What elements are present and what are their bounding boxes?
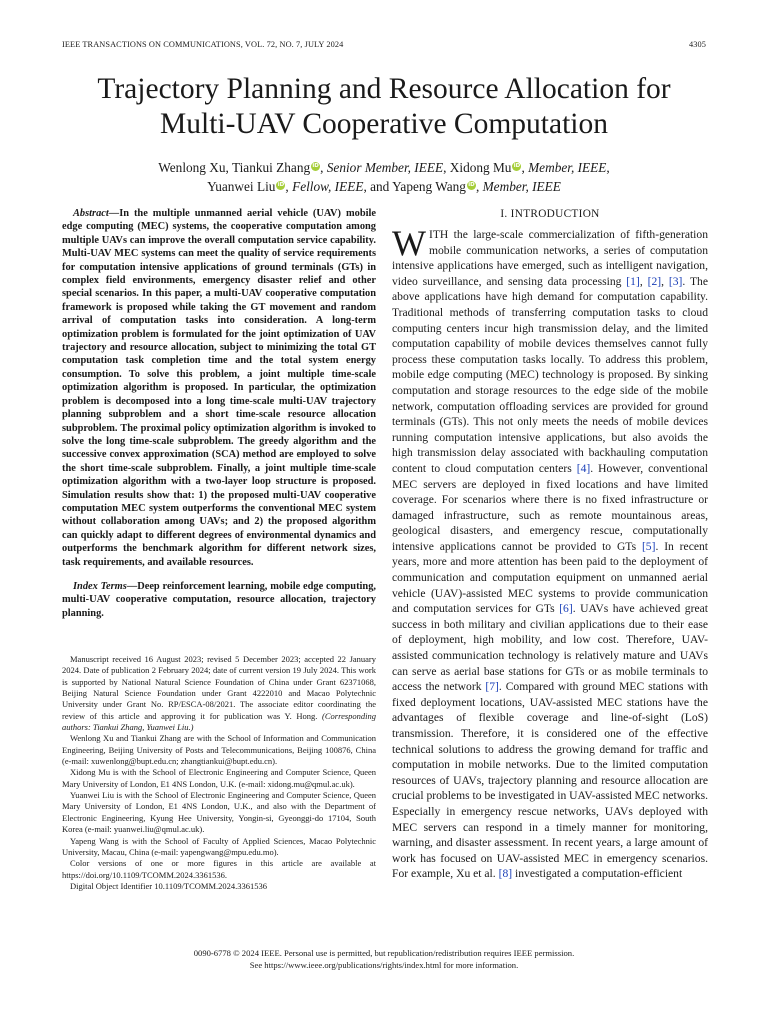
orcid-icon[interactable]: iD bbox=[277, 181, 285, 188]
orcid-icon[interactable]: iD bbox=[468, 181, 475, 188]
orcid-icon[interactable]: iD bbox=[312, 163, 319, 169]
footnote-affiliation-liu: Yuanwei Liu is with the School of Electronic Engineering and Computer Science, Queen Mary University of London, E1 4NS London, U.K., and also with the Department of Electronic Engineering, Kyung Hee University, Yongin-si, Gyeonggi-do 17104, South Korea (e-mail: yuanwei.liu@qmul.ac.uk). bbox=[62, 790, 376, 835]
citation-link[interactable]: [2] bbox=[647, 274, 662, 288]
left-column bbox=[62, 207, 376, 620]
index-terms: Index Terms—Deep reinforcement learning, mobile edge computing, multi-UAV cooperative computation, resource allocation, trajectory planning. bbox=[62, 580, 376, 619]
citation-link[interactable]: [5] bbox=[641, 539, 656, 553]
citation-link[interactable]: [8] bbox=[498, 867, 513, 881]
index-terms-text: Deep reinforcement learning, mobile edge computing, multi-UAV cooperative computation, resource allocation, trajectory planning. bbox=[62, 580, 376, 619]
author-name: Yuanwei Liu bbox=[207, 178, 276, 194]
author-list bbox=[40, 159, 728, 196]
index-terms-label: Index Terms bbox=[73, 580, 127, 592]
page-number: 4305 bbox=[689, 40, 706, 49]
author-line-2: Yuanwei Liu iD, Fellow, IEEE, and Yapeng Wang iD, Member, IEEE bbox=[207, 178, 561, 194]
author-line-1: Wenlong Xu, Tiankui Zhang iD, Senior Member, IEEE, Xidong Mu iD, Member, IEEE, bbox=[158, 160, 610, 175]
copyright-notice bbox=[40, 948, 728, 971]
footnotes bbox=[62, 654, 376, 892]
copyright-line-2: See https://www.ieee.org/publications/rights/index.html for more information. bbox=[249, 959, 519, 970]
citation-link[interactable]: [7] bbox=[485, 680, 499, 694]
running-header bbox=[62, 40, 706, 52]
right-column bbox=[392, 207, 708, 882]
author-names-1: Wenlong Xu, Tiankui Zhang bbox=[158, 160, 311, 175]
footnote-affiliation-wang: Yapeng Wang is with the School of Faculty of Applied Sciences, Macao Polytechnic University, Macau, China (e-mail: yapengwang@mpu.edu.mo). bbox=[62, 835, 376, 857]
introduction-paragraph: WITH the large-scale commercialization of fifth-generation mobile communication networks, a series of computation intensive applications have emerged, such as intelligent navigation, video surveillance, and sensing data processing [1], [2], [3]. The above applications have high demand for computation capability. Traditional methods of transferring computation tasks to cloud computing centers incur high transmission delay, and the limited computation capability of mobile devices themselves cannot fully process these computation tasks locally. To address this problem, mobile edge computing (MEC) technology is proposed. By sinking computation and storage resources to the edge side of the mobile network, computation offloading services are provided for ground terminals (GTs). This not only meets the needs of mobile devices running computation intensive applications, but also avoids the high transmission delay associated with backhauling computation content to cloud computation centers [4]. However, conventional MEC servers are deployed in fixed locations and have limited coverage. For scenarios where there is no fixed infrastructure or damaged infrastructure, such as remote mountainous areas, geological disasters, and emergency rescue, computationally intensive applications cannot be provided to GTs [5]. In recent years, more and more attention has been paid to the deployment of communication and computation equipment on unmanned aerial vehicle (UAV)-assisted MEC systems to provide communication and computation services for GTs [6]. UAVs have achieved great success in both military and civilian applications due to their ease of deployment, high mobility, and low cost. Therefore, UAV-assisted communication technology is relatively mature and UAVs can serve as aerial base stations for GTs or as mobile terminals to access the network [7]. Compared with ground MEC stations with fixed deployment locations, UAV-assisted MEC stations have the advantages of flexible coverage and line-of-sight (LoS) transmission. Therefore, it is considered one of the effective technical solutions to address the growing demand for traffic and computation in mobile networks. Due to the limited computation resources of UAVs, trajectory planning and resource allocation are crucial problems to be investigated in UAV-assisted MEC networks. Especially in emergency rescue networks, UAVs deployed with MEC servers can respond in a timely manner for monitoring, warning, and disaster assessment. In recent years, a large amount of work has focused on UAV-assisted MEC in emergency scenarios. For example, Xu et al. [8] investigated a computation-efficient bbox=[392, 223, 709, 881]
author-role: Senior Member, IEEE bbox=[326, 160, 444, 175]
citation-link[interactable]: [1] bbox=[626, 274, 640, 288]
footnote-affiliation-mu: Xidong Mu is with the School of Electronic Engineering and Computer Science, Queen Mary University of London, E1 4NS London, U.K. (e-mail: xidong.mu@qmul.ac.uk). bbox=[62, 767, 376, 789]
citation-link[interactable]: [3] bbox=[668, 274, 683, 288]
footnote-corresponding: (Corresponding authors: Tiankui Zhang, Yuanwei Liu.) bbox=[62, 710, 377, 733]
citation-link[interactable]: [4] bbox=[576, 461, 591, 475]
abstract-text: In the multiple unmanned aerial vehicle (UAV) mobile edge computing (MEC) systems, the cooperative computation among multiple UAVs can improve the overall computation service capability. Multi-UAV MEC systems can meet the quality of service requirements for computation intensive applications of ground terminals (GTs) in complex field environments, emergency disaster relief and other special scenarios. In this paper, a multi-UAV cooperative computation framework is proposed while taking the GT movement and random arrival of computation tasks into consideration. A long-term optimization problem is formulated for the joint optimization of UAV trajectory and resource allocation, subject to minimizing the total GT computation task completion time and the total system energy consumption. To solve this problem, a joint multiple time-scale optimization algorithm is proposed. In particular, the optimization problem is decomposed into a long time-scale multi-UAV trajectory planning subproblem and a short time-scale resource allocation subproblem. The proximal policy optimization algorithm is invoked to solve the long time-scale subproblem. The greedy algorithm and the successive convex approximation (SCA) method are employed to solve the short time-scale subproblem. Finally, a joint multiple time-scale optimization algorithm with a two-layer loop structure is proposed. Simulation results show that: 1) the proposed multi-UAV cooperative computation MEC system outperforms the conventional MEC system without collaboration among UAVs; and 2) the proposed algorithm can quickly adapt to different degrees of environmental dynamics and outperforms the benchmark algorithm for different network sizes, task requirements, and available resources. bbox=[62, 208, 376, 568]
citation-link[interactable]: [6] bbox=[559, 602, 573, 616]
author-name: and Yapeng Wang bbox=[370, 178, 466, 194]
abstract-label: Abstract bbox=[73, 208, 109, 219]
footnote-manuscript: Manuscript received 16 August 2023; revised 5 December 2023; accepted 22 January 2024. Date of publication 2 February 2024; date of current version 19 July 2024. This work is supported by National Natural Science Foundation of China under Grant 62371068, Beijing Natural Science Foundation under Grant 4222010 and Macao Polytechnic University under Grant No. RP/ESCA-08/2021. The associate editor coordinating the review of this article and approving it for publication was Y. Hong. (Corresponding authors: Tiankui Zhang, Yuanwei Liu.) bbox=[62, 654, 377, 733]
footnote-color-versions: Color versions of one or more figures in this article are available at https://doi.org/10.1109/TCOMM.2024.3361536. bbox=[62, 858, 376, 880]
journal-name: IEEE TRANSACTIONS ON COMMUNICATIONS, VOL. 72, NO. 7, JULY 2024 bbox=[62, 40, 344, 49]
orcid-icon[interactable]: iD bbox=[513, 163, 521, 169]
author-name: Xidong Mu bbox=[449, 160, 512, 175]
paper-title bbox=[40, 72, 728, 142]
drop-cap: W bbox=[392, 223, 426, 263]
footnote-doi: Digital Object Identifier 10.1109/TCOMM.2024.3361536 bbox=[70, 880, 268, 891]
section-heading-introduction: I. INTRODUCTION bbox=[500, 208, 600, 220]
author-role: Fellow, IEEE bbox=[292, 178, 364, 194]
footnote-affiliation-xu-zhang: Wenlong Xu and Tiankui Zhang are with the School of Information and Communication Engineering, Beijing University of Posts and Telecommunications, Beijing 100876, China (e-mail: xuwenlong@bupt.edu.cn; zhangtiankui@bupt.edu.cn). bbox=[62, 733, 376, 767]
author-role: Member, IEEE bbox=[482, 178, 561, 194]
title-line-2: Multi-UAV Cooperative Computation bbox=[160, 108, 608, 140]
abstract: Abstract—In the multiple unmanned aerial vehicle (UAV) mobile edge computing (MEC) systems, the cooperative computation among multiple UAVs can improve the overall computation service capability. Multi-UAV MEC systems can meet the quality of service requirements for computation intensive applications of ground terminals (GTs) in complex field environments, emergency disaster relief and other special scenarios. In this paper, a multi-UAV cooperative computation framework is proposed while taking the GT movement and random arrival of computation tasks into consideration. A long-term optimization problem is formulated for the joint optimization of UAV trajectory and resource allocation, subject to minimizing the total GT computation task completion time and the total system energy consumption. To solve this problem, a joint multiple time-scale optimization algorithm is proposed. In particular, the optimization problem is decomposed into a long time-scale multi-UAV trajectory planning subproblem and a short time-scale resource allocation subproblem. The proximal policy optimization algorithm is invoked to solve the long time-scale subproblem. The greedy algorithm and the successive convex approximation (SCA) method are employed to solve the short time-scale subproblem. Finally, a joint multiple time-scale optimization algorithm with a two-layer loop structure is proposed. Simulation results show that: 1) the proposed multi-UAV cooperative computation MEC system outperforms the conventional MEC system without collaboration among UAVs; and 2) the proposed algorithm can quickly adapt to different degrees of environmental dynamics and outperforms the benchmark algorithm for different network sizes, task requirements, and available resources. bbox=[62, 208, 376, 568]
title-line-1: Trajectory Planning and Resource Allocation for bbox=[97, 73, 671, 105]
copyright-line-1: 0090-6778 © 2024 IEEE. Personal use is permitted, but republication/redistribution requires IEEE permission. bbox=[193, 948, 575, 958]
author-role: Member, IEEE bbox=[528, 160, 607, 175]
